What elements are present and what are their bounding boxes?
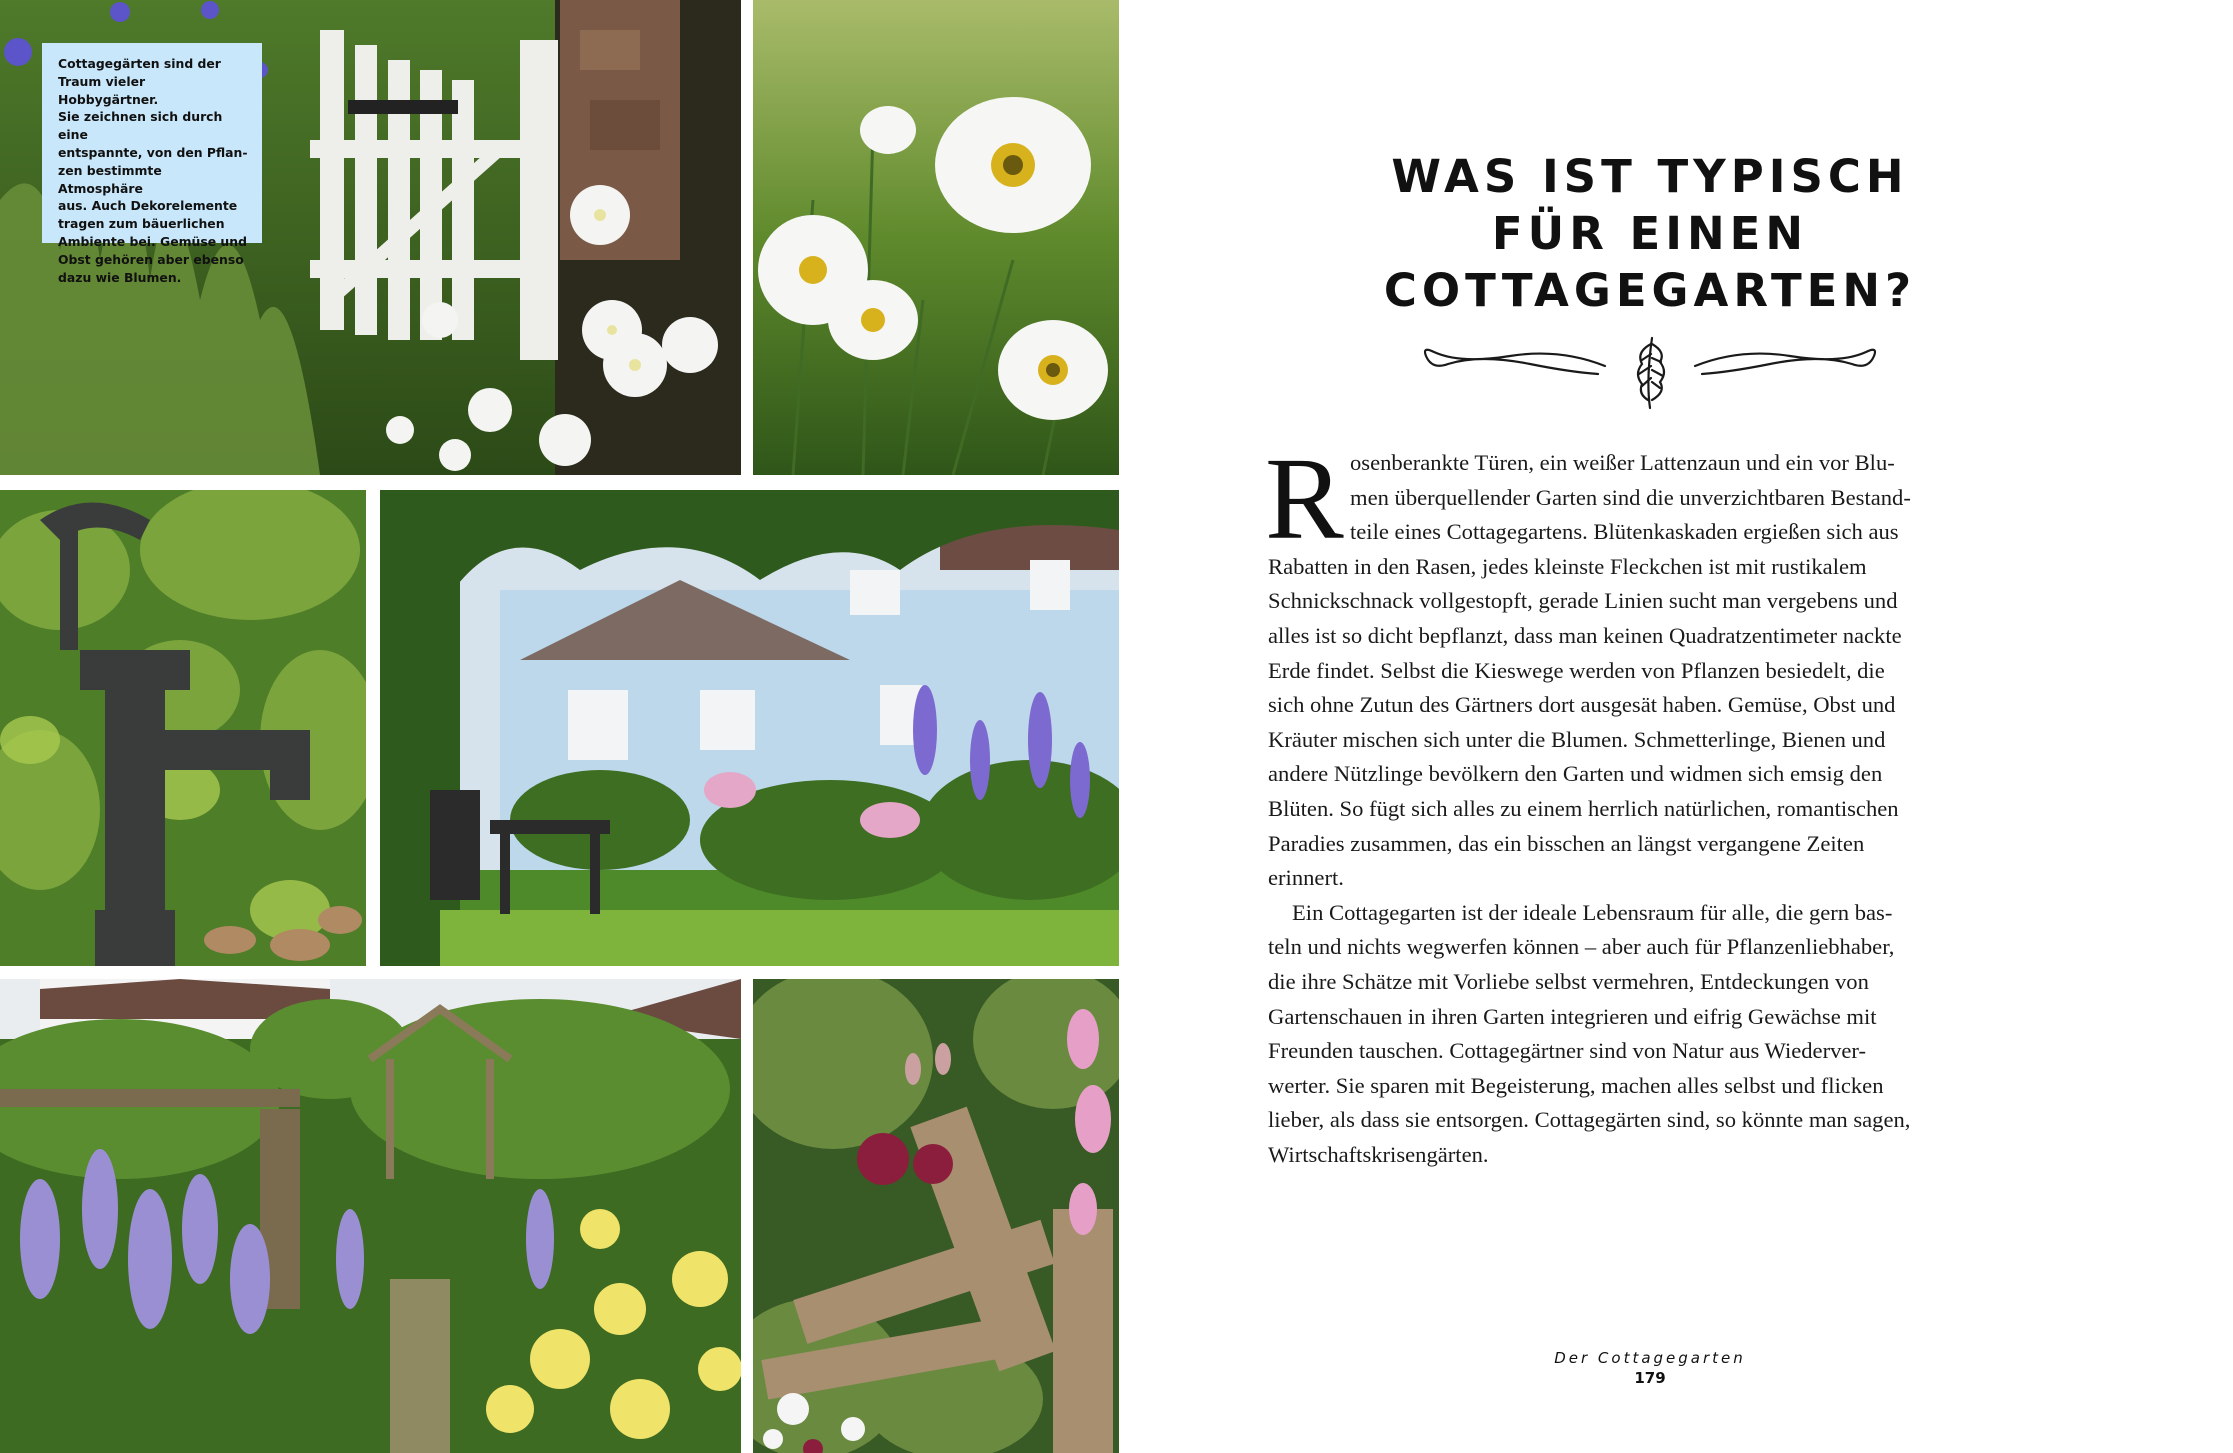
photo-caption-box <box>42 43 262 285</box>
text-line: Ein Cottagegarten ist der ideale Lebensraum für alle, die gern bas- <box>1292 899 1893 925</box>
text-line: andere Nützlinge bevölkern den Garten und widmen sich emsig den <box>1268 761 1883 787</box>
page-footer <box>1480 1348 1820 1388</box>
text-line: werter. Sie sparen mit Begeisterung, machen alles selbst und flicken <box>1268 1072 1884 1098</box>
page-heading <box>1340 148 1960 319</box>
text-line: lieber, als dass sie entsorgen. Cottagegärten sind, so könnte man sagen, <box>1268 1107 1911 1133</box>
text-line: teile eines Cottagegartens. Blütenkaskaden ergießen sich aus <box>1350 519 1899 545</box>
text-line: Erde findet. Selbst die Kieswege werden von Pflanzen besiedelt, die <box>1268 657 1885 683</box>
photo-water-pump <box>0 490 366 966</box>
text-line: teln und nichts wegwerfen können – aber auch für Pflanzenliebhaber, <box>1268 934 1895 960</box>
caption-line: entspannte, von den Pflan- <box>58 144 248 160</box>
text-line: alles ist so dicht bepflanzt, dass man keinen Quadratzentimeter nackte <box>1268 622 1902 648</box>
photo-cottage-garden-house <box>380 490 1119 966</box>
body-text <box>1265 433 2028 1172</box>
drop-cap: R <box>1265 433 1344 564</box>
text-line: Kräuter mischen sich unter die Blumen. Schmetterlinge, Bienen und <box>1268 726 1886 752</box>
text-line: Schnickschnack vollgestopft, gerade Linien sucht man vergebens und <box>1268 588 1898 614</box>
caption-line: Traum vieler Hobbygärtner. <box>58 73 159 107</box>
text-line: die ihre Schätze mit Vorliebe selbst vermehren, Entdeckungen von <box>1268 968 1869 994</box>
caption-line: Obst gehören aber ebenso <box>58 251 244 267</box>
text-line: Rabatten in den Rasen, jedes kleinste Fleckchen ist mit rustikalem <box>1268 553 1867 579</box>
text-line: Freunden tauschen. Cottagegärtner sind von Natur aus Wiederver- <box>1268 1038 1867 1064</box>
caption-line: tragen zum bäuerlichen <box>58 216 225 232</box>
text-line: Wirtschaftskrisengärten. <box>1268 1141 1489 1167</box>
text-line: men überquellender Garten sind die unverzichtbaren Bestand- <box>1350 484 1911 510</box>
text-line: erinnert. <box>1268 865 1344 891</box>
text-line: Gartenschauen in ihren Garten integrieren und eifrig Gewächse mit <box>1268 1003 1877 1029</box>
text-line: osenberankte Türen, ein weißer Lattenzaun und ein vor Blu- <box>1350 450 1895 475</box>
text-line: sich ohne Zutun des Gärtners dort ausgesät haben. Gemüse, Obst und <box>1268 692 1896 718</box>
heading-line: FÜR EINEN <box>1491 207 1809 260</box>
caption-line: dazu wie Blumen. <box>58 269 182 285</box>
chapter-name: Der Cottagegarten <box>1554 1349 1746 1367</box>
paragraph-1 <box>1268 446 2028 896</box>
photo-garden-path-arch <box>0 979 741 1453</box>
caption-line: Cottagegärten sind der <box>58 56 221 71</box>
photo-daisies <box>753 0 1119 475</box>
caption-line: zen bestimmte Atmosphäre <box>58 162 162 196</box>
heading-line: COTTAGEGARTEN? <box>1383 264 1917 317</box>
photo-rustic-fence-roses <box>753 979 1119 1453</box>
heading-line: WAS IST TYPISCH <box>1391 150 1909 203</box>
caption-line: Ambiente bei. Gemüse und <box>58 233 247 249</box>
text-line: Blüten. So fügt sich alles zu einem herrlich natürlichen, romantischen <box>1268 795 1899 821</box>
leaf-flourish-ornament-icon <box>1420 330 1880 410</box>
text-line: Paradies zusammen, das ein bisschen an längst vergangene Zeiten <box>1268 830 1865 856</box>
paragraph-2 <box>1268 896 2028 1173</box>
page-number: 179 <box>1634 1369 1666 1387</box>
caption-line: Sie zeichnen sich durch eine <box>58 109 223 143</box>
caption-line: aus. Auch Dekorelemente <box>58 198 238 214</box>
